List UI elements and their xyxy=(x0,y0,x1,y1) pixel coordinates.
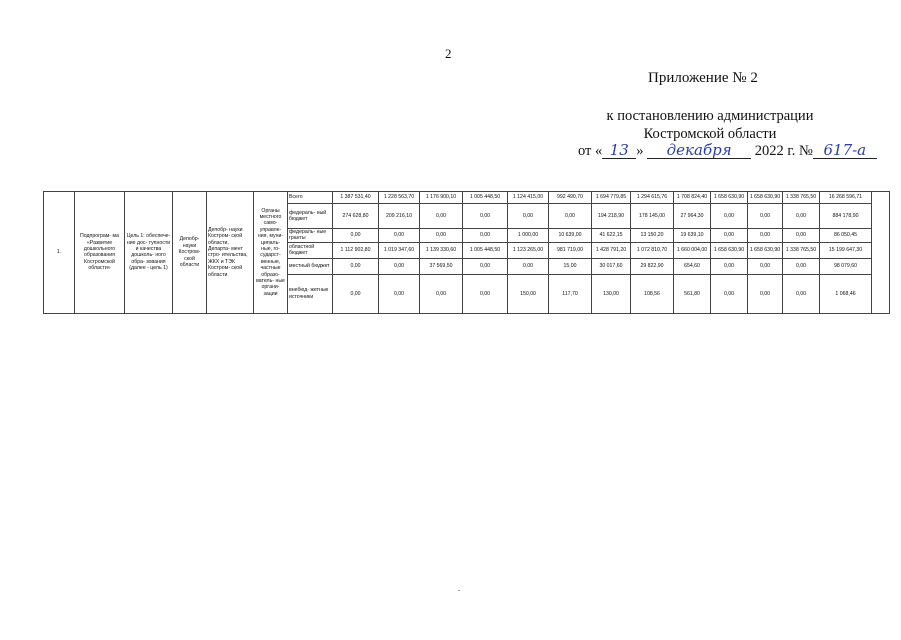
decree-number: 617-а xyxy=(813,143,877,159)
funding-value: 178 145,00 xyxy=(631,204,674,229)
goal-cell: Цель 1: обеспече- ние дос- тупности и качества дошколь- ного обра- зования (далее - цель 1) xyxy=(125,192,173,314)
funding-value: 1 658 630,90 xyxy=(748,242,783,258)
funding-value: 0,00 xyxy=(783,258,820,274)
decree-line-1: к постановлению администрации xyxy=(606,108,814,124)
funding-value: 30 017,60 xyxy=(592,258,631,274)
subprogram-name: Подпрограм- ма «Развитие дошкольного образования Костромской области» xyxy=(75,192,125,314)
funding-value: 1 123 265,00 xyxy=(508,242,549,258)
row-number: 1. xyxy=(44,192,75,314)
funding-value: 884 178,90 xyxy=(820,204,872,229)
funding-value: 1 658 630,90 xyxy=(711,192,748,204)
co-executors: Депобр- науки Костром- ской области, Департа- мент стро- ительства, ЖКХ и ТЭК Костром- ской области xyxy=(207,192,254,314)
funding-value: 1 428 791,20 xyxy=(592,242,631,258)
funding-value: 0,00 xyxy=(783,229,820,243)
funding-value: 0,00 xyxy=(333,229,379,243)
funding-value: 1 694 779,85 xyxy=(592,192,631,204)
funding-value: 0,00 xyxy=(748,258,783,274)
funding-source: внебюд- жетные источники xyxy=(288,274,333,313)
funding-value: 1 072 810,70 xyxy=(631,242,674,258)
funding-value: 98 079,60 xyxy=(820,258,872,274)
funding-value: 13 150,20 xyxy=(631,229,674,243)
funding-value: 16 268 596,71 xyxy=(820,192,872,204)
funding-value: 0,00 xyxy=(783,274,820,313)
funding-value: 1 658 630,90 xyxy=(748,192,783,204)
funding-value: 108,56 xyxy=(631,274,674,313)
funding-value: 41 622,15 xyxy=(592,229,631,243)
funding-value: 209 216,10 xyxy=(379,204,420,229)
funding-value: 150,00 xyxy=(508,274,549,313)
funding-value: 0,00 xyxy=(711,229,748,243)
funding-value: 0,00 xyxy=(420,204,463,229)
funding-value: 19 639,10 xyxy=(674,229,711,243)
funding-value: 0,00 xyxy=(783,204,820,229)
funding-value: 0,00 xyxy=(508,204,549,229)
funding-value: 29 822,90 xyxy=(631,258,674,274)
funding-value: 0,00 xyxy=(748,204,783,229)
funding-source: федераль- ный бюджет xyxy=(288,204,333,229)
funding-value: 1 338 765,50 xyxy=(783,242,820,258)
funding-value: 86 050,45 xyxy=(820,229,872,243)
funding-value: 0,00 xyxy=(463,258,508,274)
funding-value: 0,00 xyxy=(379,229,420,243)
funding-value: 654,60 xyxy=(674,258,711,274)
funding-source: федераль- ные гранты xyxy=(288,229,333,243)
funding-value: 992 490,70 xyxy=(549,192,592,204)
funding-value: 0,00 xyxy=(463,274,508,313)
decree-date-line xyxy=(578,143,877,160)
funding-value: 1 294 615,76 xyxy=(631,192,674,204)
funding-value: 1 124 415,00 xyxy=(508,192,549,204)
funding-value: 1 338 765,50 xyxy=(783,192,820,204)
funding-value: 1 019 347,60 xyxy=(379,242,420,258)
responsible-agency: Депобр- науки Костром- ской области xyxy=(173,192,207,314)
funding-value: 0,00 xyxy=(379,274,420,313)
date-year: 2022 г. № xyxy=(754,143,813,159)
date-month: декабря xyxy=(647,143,751,159)
participants: Органы местного само- управле- ния, муни- ципаль- ные, го- сударст- венные, частные образо- ватель- ные органи- зации xyxy=(254,192,288,314)
funding-value: 130,00 xyxy=(592,274,631,313)
funding-value: 0,00 xyxy=(420,229,463,243)
funding-value: 1 112 902,80 xyxy=(333,242,379,258)
date-mid: » xyxy=(636,143,644,159)
funding-value: 1 000,00 xyxy=(508,229,549,243)
funding-value: 1 387 531,40 xyxy=(333,192,379,204)
funding-table xyxy=(43,191,890,314)
funding-value: 0,00 xyxy=(508,258,549,274)
page-number: 2 xyxy=(445,46,452,61)
funding-value: 1 658 630,90 xyxy=(711,242,748,258)
appendix-title: Приложение № 2 xyxy=(648,70,758,86)
funding-value: 0,00 xyxy=(711,274,748,313)
funding-value: 194 218,90 xyxy=(592,204,631,229)
funding-value: 0,00 xyxy=(711,204,748,229)
funding-value: 1 005 448,50 xyxy=(463,242,508,258)
date-prefix: от « xyxy=(578,143,603,159)
funding-value: 0,00 xyxy=(711,258,748,274)
scan-speck xyxy=(458,590,460,591)
funding-source: Всего xyxy=(288,192,333,204)
date-day: 13 xyxy=(602,143,636,159)
funding-value: 1 176 900,10 xyxy=(420,192,463,204)
funding-value: 1 139 330,60 xyxy=(420,242,463,258)
funding-value: 1 228 563,70 xyxy=(379,192,420,204)
funding-value: 0,00 xyxy=(379,258,420,274)
funding-value: 15 199 647,30 xyxy=(820,242,872,258)
funding-value: 0,00 xyxy=(463,229,508,243)
funding-value: 0,00 xyxy=(333,258,379,274)
funding-value: 0,00 xyxy=(333,274,379,313)
funding-value: 27 964,30 xyxy=(674,204,711,229)
table-row xyxy=(44,192,890,204)
funding-value: 0,00 xyxy=(420,274,463,313)
funding-value: 274 628,80 xyxy=(333,204,379,229)
funding-source: областной бюджет xyxy=(288,242,333,258)
funding-value: 561,80 xyxy=(674,274,711,313)
funding-value: 37 569,50 xyxy=(420,258,463,274)
funding-value: 1 068,46 xyxy=(820,274,872,313)
funding-value: 1 005 448,50 xyxy=(463,192,508,204)
funding-value: 1 708 824,40 xyxy=(674,192,711,204)
funding-value: 0,00 xyxy=(549,204,592,229)
funding-value: 10 639,00 xyxy=(549,229,592,243)
funding-value: 0,00 xyxy=(463,204,508,229)
funding-value: 1 660 004,00 xyxy=(674,242,711,258)
funding-source: местный бюджет xyxy=(288,258,333,274)
funding-value: 0,00 xyxy=(748,274,783,313)
funding-value: 117,70 xyxy=(549,274,592,313)
funding-value: 15,00 xyxy=(549,258,592,274)
empty-cell xyxy=(872,192,890,314)
funding-value: 981 719,00 xyxy=(549,242,592,258)
decree-line-2: Костромской области xyxy=(643,126,777,142)
funding-value: 0,00 xyxy=(748,229,783,243)
